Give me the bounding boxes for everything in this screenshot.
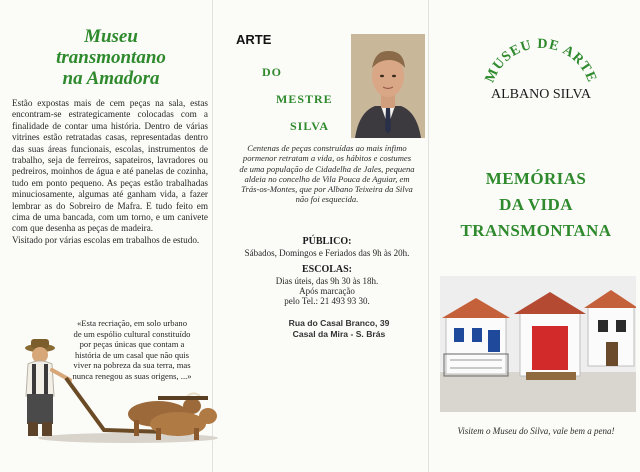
do-word: DO (262, 65, 282, 79)
main-title-line: DA VIDA (499, 195, 573, 214)
publico-heading: PÚBLICO: (302, 236, 352, 247)
left-panel-quote: «Esta recriação, em solo urbano de um espólio cultural constituído por peças únicas que contam a história de um casal que não quis viver na pobreza da sua terra, mas nunca renegou as suas origens, ...» (72, 318, 192, 381)
logo-arc-text: MUSEU DE ARTE (482, 36, 600, 86)
address-locality: Casal da Mira - S. Brás (292, 328, 386, 339)
main-title (432, 166, 640, 244)
title-line: Museu (84, 26, 138, 47)
fold-line-right (428, 0, 429, 472)
phone-number: pelo Tel.: 21 493 93 30. (284, 296, 370, 306)
escolas-hours: Dias úteis, das 9h 30 às 18h. (275, 276, 379, 286)
portrait-tie (385, 108, 391, 134)
address (264, 318, 414, 339)
escolas-booking: Após marcação (299, 286, 355, 296)
left-panel-title (36, 26, 186, 89)
museum-logo (478, 18, 604, 114)
yoke (158, 396, 208, 400)
left-panel-body (12, 98, 208, 246)
logo-name: ALBANO SILVA (491, 87, 591, 102)
museum-intro: Centenas de peças construídas ao mais ínfimo pormenor retratam a vida, os hábitos e costumes de uma população de Cidadelha de Jales, pequena aldeia no concelho de Vila Pouca de Aguiar, em Trás-os-Montes, que por Albano Teixeira da Silva não foi esquecida. (239, 143, 415, 205)
portrait-eye (380, 75, 384, 77)
main-title-line: TRANSMONTANA (460, 221, 612, 240)
mestre-word: MESTRE (276, 92, 333, 106)
title-line: na Amadora (62, 68, 160, 89)
main-title-line: MEMÓRIAS (485, 169, 587, 188)
closing-invitation: Visitem o Museu do Silva, vale bem a pena! (457, 426, 615, 436)
address-street: Rua do Casal Branco, 39 (288, 318, 390, 328)
body-paragraph-schools: Visitado por várias escolas em trabalhos de estudo. (12, 234, 200, 245)
portrait-photo (351, 34, 425, 138)
body-paragraph: Estão expostas mais de cem peças na sala, estas encontram-se estrategicamente colocadas com a finalidade de contar uma história. Dentro de várias vitrines estão retratadas casas, representadas dentro das suas áreas funcionais, escolas, instrumentos de trabalho, seja de ferreiros, sapateiros, lavradores ou pedreiros, moinhos de água e até panelas de cozinha, tudo em ponto pequeno. As peças estão trabalhadas minuciosamente, algumas até ganham vida, a fazer lembrar as do Sobreiro de Mafra. E tudo feito em cima de uma bancada, com um torno, e um canivete com que desenha as peças de madeira. (12, 98, 208, 234)
escolas-heading: ESCOLAS: (301, 264, 352, 275)
silva-word: SILVA (290, 119, 330, 133)
arte-word: ARTE (236, 32, 272, 47)
village-diorama-photo (440, 276, 636, 412)
publico-hours: Sábados, Domingos e Feriados das 9h às 20h. (244, 248, 410, 258)
portrait-eye (392, 75, 396, 77)
farmer-figure (25, 339, 70, 436)
title-line: transmontano (56, 47, 166, 68)
